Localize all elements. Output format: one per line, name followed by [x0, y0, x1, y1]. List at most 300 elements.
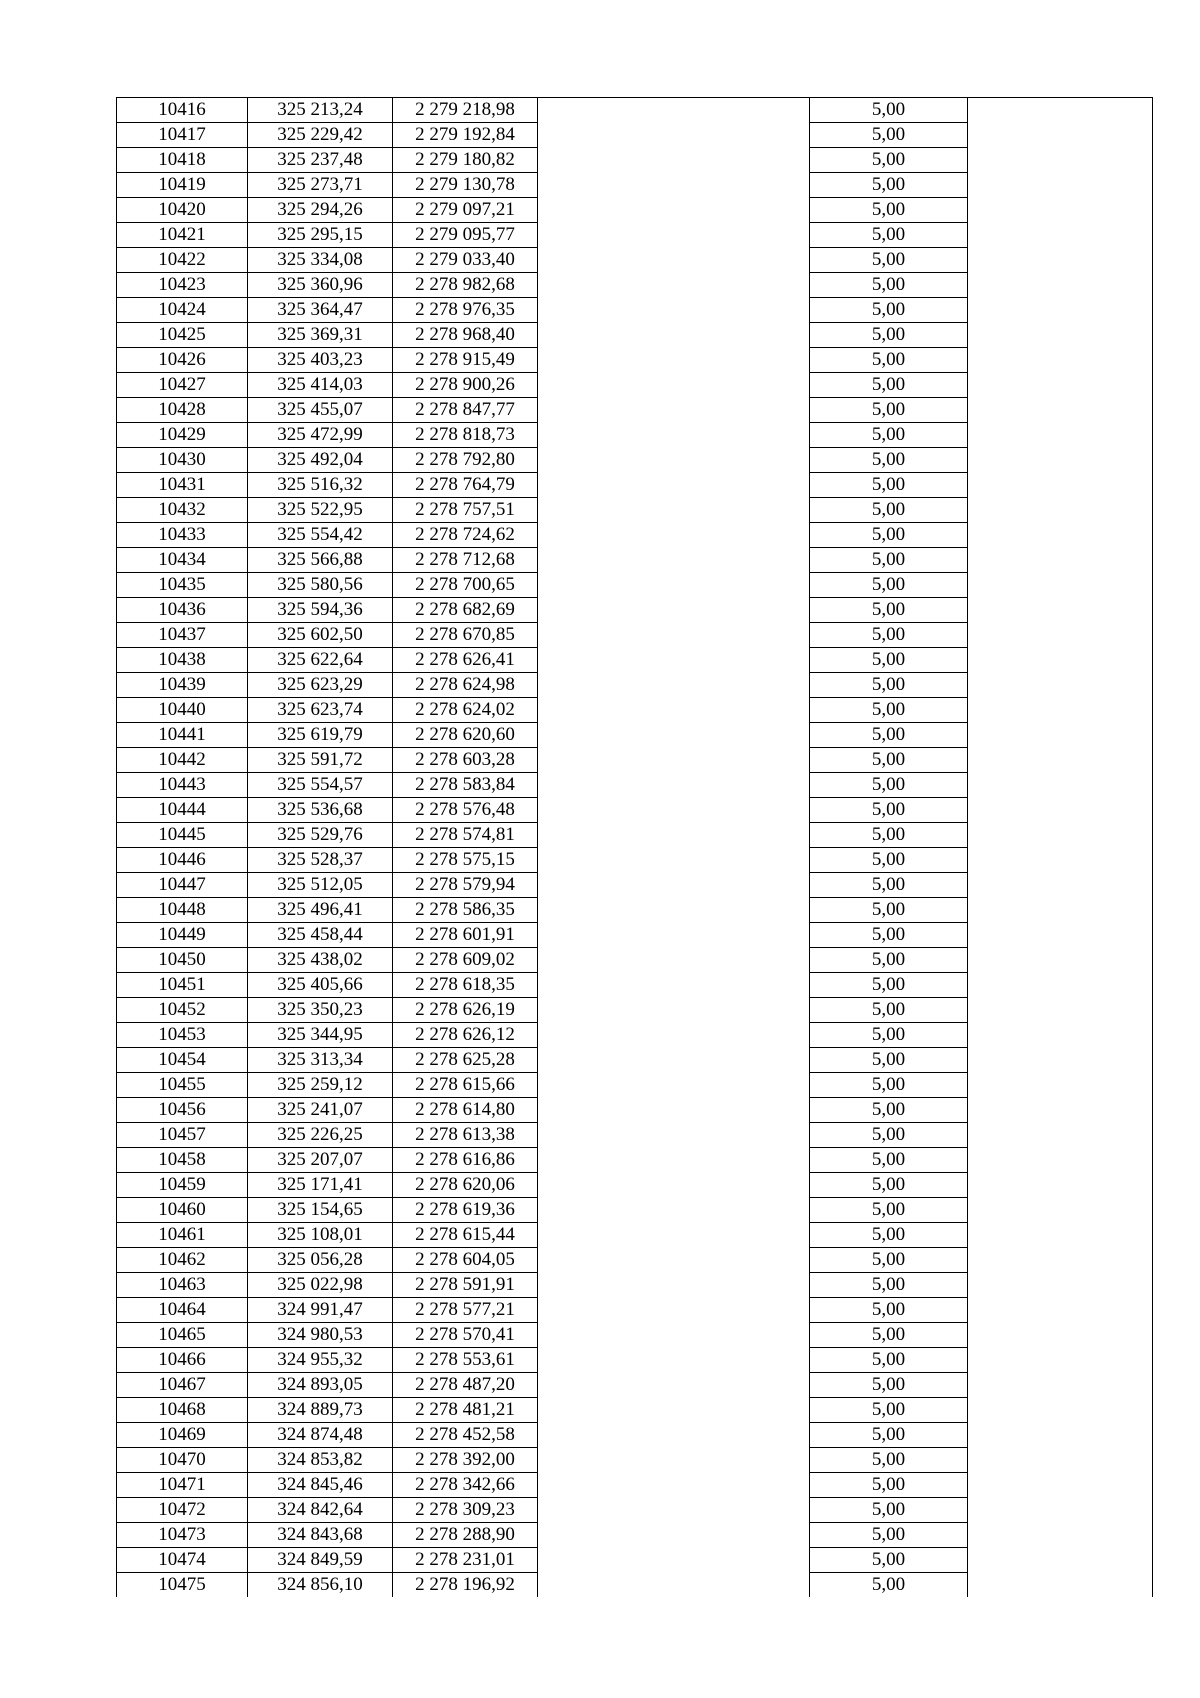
- value-cell: 5,00: [810, 623, 968, 648]
- x-coordinate-cell: 325 528,37: [248, 848, 393, 873]
- x-coordinate-cell: 324 893,05: [248, 1373, 393, 1398]
- point-number-cell: 10475: [117, 1573, 248, 1598]
- point-number-cell: 10444: [117, 798, 248, 823]
- x-coordinate-cell: 324 955,32: [248, 1348, 393, 1373]
- empty-cell: [538, 1423, 810, 1448]
- note-cell: [968, 373, 1153, 398]
- table-row: [117, 123, 1153, 148]
- y-coordinate-cell: 2 278 583,84: [393, 773, 538, 798]
- y-coordinate-cell: 2 278 196,92: [393, 1573, 538, 1598]
- value-cell: 5,00: [810, 1073, 968, 1098]
- y-coordinate-cell: 2 278 620,06: [393, 1173, 538, 1198]
- y-coordinate-cell: 2 278 968,40: [393, 323, 538, 348]
- note-cell: [968, 323, 1153, 348]
- x-coordinate-cell: 325 602,50: [248, 623, 393, 648]
- y-coordinate-cell: 2 278 682,69: [393, 598, 538, 623]
- note-cell: [968, 1348, 1153, 1373]
- value-cell: 5,00: [810, 1473, 968, 1498]
- point-number-cell: 10469: [117, 1423, 248, 1448]
- value-cell: 5,00: [810, 973, 968, 998]
- table-row: [117, 898, 1153, 923]
- x-coordinate-cell: 325 364,47: [248, 298, 393, 323]
- point-number-cell: 10427: [117, 373, 248, 398]
- empty-cell: [538, 573, 810, 598]
- empty-cell: [538, 1073, 810, 1098]
- note-cell: [968, 473, 1153, 498]
- empty-cell: [538, 473, 810, 498]
- note-cell: [968, 1023, 1153, 1048]
- note-cell: [968, 748, 1153, 773]
- point-number-cell: 10421: [117, 223, 248, 248]
- y-coordinate-cell: 2 278 624,02: [393, 698, 538, 723]
- empty-cell: [538, 323, 810, 348]
- table-row: [117, 1248, 1153, 1273]
- point-number-cell: 10432: [117, 498, 248, 523]
- x-coordinate-cell: 325 369,31: [248, 323, 393, 348]
- point-number-cell: 10426: [117, 348, 248, 373]
- x-coordinate-cell: 325 229,42: [248, 123, 393, 148]
- note-cell: [968, 248, 1153, 273]
- point-number-cell: 10456: [117, 1098, 248, 1123]
- value-cell: 5,00: [810, 923, 968, 948]
- value-cell: 5,00: [810, 898, 968, 923]
- y-coordinate-cell: 2 278 764,79: [393, 473, 538, 498]
- x-coordinate-cell: 324 889,73: [248, 1398, 393, 1423]
- value-cell: 5,00: [810, 773, 968, 798]
- y-coordinate-cell: 2 278 342,66: [393, 1473, 538, 1498]
- point-number-cell: 10460: [117, 1198, 248, 1223]
- table-row: [117, 423, 1153, 448]
- x-coordinate-cell: 325 438,02: [248, 948, 393, 973]
- empty-cell: [538, 598, 810, 623]
- x-coordinate-cell: 324 856,10: [248, 1573, 393, 1598]
- table-row: [117, 573, 1153, 598]
- empty-cell: [538, 1323, 810, 1348]
- x-coordinate-cell: 325 496,41: [248, 898, 393, 923]
- note-cell: [968, 223, 1153, 248]
- point-number-cell: 10425: [117, 323, 248, 348]
- point-number-cell: 10450: [117, 948, 248, 973]
- table-row: [117, 1423, 1153, 1448]
- y-coordinate-cell: 2 278 309,23: [393, 1498, 538, 1523]
- point-number-cell: 10453: [117, 1023, 248, 1048]
- point-number-cell: 10464: [117, 1298, 248, 1323]
- empty-cell: [538, 1248, 810, 1273]
- x-coordinate-cell: 325 108,01: [248, 1223, 393, 1248]
- empty-cell: [538, 373, 810, 398]
- point-number-cell: 10443: [117, 773, 248, 798]
- value-cell: 5,00: [810, 998, 968, 1023]
- value-cell: 5,00: [810, 848, 968, 873]
- point-number-cell: 10459: [117, 1173, 248, 1198]
- point-number-cell: 10436: [117, 598, 248, 623]
- point-number-cell: 10438: [117, 648, 248, 673]
- note-cell: [968, 1098, 1153, 1123]
- empty-cell: [538, 748, 810, 773]
- note-cell: [968, 1473, 1153, 1498]
- note-cell: [968, 848, 1153, 873]
- note-cell: [968, 698, 1153, 723]
- table-row: [117, 323, 1153, 348]
- table-row: [117, 1473, 1153, 1498]
- point-number-cell: 10419: [117, 173, 248, 198]
- point-number-cell: 10431: [117, 473, 248, 498]
- y-coordinate-cell: 2 278 452,58: [393, 1423, 538, 1448]
- value-cell: 5,00: [810, 1198, 968, 1223]
- point-number-cell: 10454: [117, 1048, 248, 1073]
- value-cell: 5,00: [810, 1048, 968, 1073]
- x-coordinate-cell: 325 405,66: [248, 973, 393, 998]
- value-cell: 5,00: [810, 1223, 968, 1248]
- table-row: [117, 223, 1153, 248]
- y-coordinate-cell: 2 279 192,84: [393, 123, 538, 148]
- value-cell: 5,00: [810, 1573, 968, 1598]
- value-cell: 5,00: [810, 498, 968, 523]
- table-row: [117, 1098, 1153, 1123]
- empty-cell: [538, 273, 810, 298]
- point-number-cell: 10467: [117, 1373, 248, 1398]
- empty-cell: [538, 673, 810, 698]
- x-coordinate-cell: 325 591,72: [248, 748, 393, 773]
- note-cell: [968, 1198, 1153, 1223]
- x-coordinate-cell: 325 295,15: [248, 223, 393, 248]
- empty-cell: [538, 1123, 810, 1148]
- x-coordinate-cell: 325 350,23: [248, 998, 393, 1023]
- x-coordinate-cell: 324 874,48: [248, 1423, 393, 1448]
- x-coordinate-cell: 325 334,08: [248, 248, 393, 273]
- note-cell: [968, 98, 1153, 123]
- y-coordinate-cell: 2 278 976,35: [393, 298, 538, 323]
- x-coordinate-cell: 325 207,07: [248, 1148, 393, 1173]
- y-coordinate-cell: 2 278 487,20: [393, 1373, 538, 1398]
- table-row: [117, 198, 1153, 223]
- y-coordinate-cell: 2 279 130,78: [393, 173, 538, 198]
- empty-cell: [538, 1148, 810, 1173]
- point-number-cell: 10447: [117, 873, 248, 898]
- note-cell: [968, 1248, 1153, 1273]
- value-cell: 5,00: [810, 1123, 968, 1148]
- note-cell: [968, 1223, 1153, 1248]
- point-number-cell: 10424: [117, 298, 248, 323]
- value-cell: 5,00: [810, 1348, 968, 1373]
- x-coordinate-cell: 325 360,96: [248, 273, 393, 298]
- value-cell: 5,00: [810, 598, 968, 623]
- point-number-cell: 10466: [117, 1348, 248, 1373]
- point-number-cell: 10471: [117, 1473, 248, 1498]
- value-cell: 5,00: [810, 823, 968, 848]
- table-row: [117, 1573, 1153, 1598]
- x-coordinate-cell: 324 845,46: [248, 1473, 393, 1498]
- empty-cell: [538, 648, 810, 673]
- note-cell: [968, 548, 1153, 573]
- table-row: [117, 1223, 1153, 1248]
- table-row: [117, 1323, 1153, 1348]
- value-cell: 5,00: [810, 448, 968, 473]
- value-cell: 5,00: [810, 1148, 968, 1173]
- value-cell: 5,00: [810, 1548, 968, 1573]
- empty-cell: [538, 923, 810, 948]
- y-coordinate-cell: 2 278 624,98: [393, 673, 538, 698]
- note-cell: [968, 973, 1153, 998]
- note-cell: [968, 823, 1153, 848]
- value-cell: 5,00: [810, 373, 968, 398]
- table-row: [117, 923, 1153, 948]
- table-row: [117, 373, 1153, 398]
- y-coordinate-cell: 2 279 097,21: [393, 198, 538, 223]
- point-number-cell: 10474: [117, 1548, 248, 1573]
- value-cell: 5,00: [810, 873, 968, 898]
- x-coordinate-cell: 325 492,04: [248, 448, 393, 473]
- point-number-cell: 10441: [117, 723, 248, 748]
- empty-cell: [538, 173, 810, 198]
- value-cell: 5,00: [810, 1273, 968, 1298]
- y-coordinate-cell: 2 278 625,28: [393, 1048, 538, 1073]
- x-coordinate-cell: 325 022,98: [248, 1273, 393, 1298]
- note-cell: [968, 273, 1153, 298]
- x-coordinate-cell: 325 455,07: [248, 398, 393, 423]
- x-coordinate-cell: 325 458,44: [248, 923, 393, 948]
- x-coordinate-cell: 325 529,76: [248, 823, 393, 848]
- y-coordinate-cell: 2 278 574,81: [393, 823, 538, 848]
- note-cell: [968, 648, 1153, 673]
- note-cell: [968, 948, 1153, 973]
- y-coordinate-cell: 2 278 601,91: [393, 923, 538, 948]
- x-coordinate-cell: 324 843,68: [248, 1523, 393, 1548]
- empty-cell: [538, 1298, 810, 1323]
- empty-cell: [538, 1523, 810, 1548]
- point-number-cell: 10468: [117, 1398, 248, 1423]
- table-row: [117, 848, 1153, 873]
- point-number-cell: 10457: [117, 1123, 248, 1148]
- x-coordinate-cell: 325 536,68: [248, 798, 393, 823]
- note-cell: [968, 773, 1153, 798]
- y-coordinate-cell: 2 279 033,40: [393, 248, 538, 273]
- point-number-cell: 10448: [117, 898, 248, 923]
- y-coordinate-cell: 2 279 218,98: [393, 98, 538, 123]
- table-row: [117, 1498, 1153, 1523]
- x-coordinate-cell: 325 580,56: [248, 573, 393, 598]
- empty-cell: [538, 248, 810, 273]
- x-coordinate-cell: 325 259,12: [248, 1073, 393, 1098]
- table-row: [117, 148, 1153, 173]
- y-coordinate-cell: 2 278 982,68: [393, 273, 538, 298]
- y-coordinate-cell: 2 278 626,12: [393, 1023, 538, 1048]
- y-coordinate-cell: 2 278 626,41: [393, 648, 538, 673]
- y-coordinate-cell: 2 278 847,77: [393, 398, 538, 423]
- empty-cell: [538, 848, 810, 873]
- note-cell: [968, 1573, 1153, 1598]
- note-cell: [968, 298, 1153, 323]
- note-cell: [968, 348, 1153, 373]
- y-coordinate-cell: 2 278 577,21: [393, 1298, 538, 1323]
- point-number-cell: 10445: [117, 823, 248, 848]
- x-coordinate-cell: 325 344,95: [248, 1023, 393, 1048]
- note-cell: [968, 173, 1153, 198]
- note-cell: [968, 1048, 1153, 1073]
- coordinate-table-body: [117, 98, 1153, 1598]
- table-row: [117, 1273, 1153, 1298]
- value-cell: 5,00: [810, 1448, 968, 1473]
- table-row: [117, 623, 1153, 648]
- value-cell: 5,00: [810, 473, 968, 498]
- table-row: [117, 448, 1153, 473]
- empty-cell: [538, 398, 810, 423]
- empty-cell: [538, 423, 810, 448]
- y-coordinate-cell: 2 278 615,44: [393, 1223, 538, 1248]
- empty-cell: [538, 1473, 810, 1498]
- value-cell: 5,00: [810, 298, 968, 323]
- y-coordinate-cell: 2 278 712,68: [393, 548, 538, 573]
- x-coordinate-cell: 325 226,25: [248, 1123, 393, 1148]
- point-number-cell: 10418: [117, 148, 248, 173]
- empty-cell: [538, 523, 810, 548]
- y-coordinate-cell: 2 278 575,15: [393, 848, 538, 873]
- x-coordinate-cell: 324 980,53: [248, 1323, 393, 1348]
- y-coordinate-cell: 2 278 792,80: [393, 448, 538, 473]
- x-coordinate-cell: 325 241,07: [248, 1098, 393, 1123]
- table-row: [117, 748, 1153, 773]
- x-coordinate-cell: 324 849,59: [248, 1548, 393, 1573]
- table-row: [117, 523, 1153, 548]
- table-row: [117, 1073, 1153, 1098]
- note-cell: [968, 1423, 1153, 1448]
- note-cell: [968, 573, 1153, 598]
- table-row: [117, 723, 1153, 748]
- empty-cell: [538, 1498, 810, 1523]
- y-coordinate-cell: 2 278 604,05: [393, 1248, 538, 1273]
- point-number-cell: 10437: [117, 623, 248, 648]
- point-number-cell: 10435: [117, 573, 248, 598]
- value-cell: 5,00: [810, 798, 968, 823]
- table-row: [117, 1123, 1153, 1148]
- empty-cell: [538, 98, 810, 123]
- table-row: [117, 998, 1153, 1023]
- y-coordinate-cell: 2 278 615,66: [393, 1073, 538, 1098]
- value-cell: 5,00: [810, 573, 968, 598]
- point-number-cell: 10429: [117, 423, 248, 448]
- point-number-cell: 10473: [117, 1523, 248, 1548]
- value-cell: 5,00: [810, 348, 968, 373]
- empty-cell: [538, 898, 810, 923]
- note-cell: [968, 598, 1153, 623]
- note-cell: [968, 673, 1153, 698]
- table-row: [117, 773, 1153, 798]
- value-cell: 5,00: [810, 1098, 968, 1123]
- x-coordinate-cell: 325 056,28: [248, 1248, 393, 1273]
- x-coordinate-cell: 325 171,41: [248, 1173, 393, 1198]
- empty-cell: [538, 1098, 810, 1123]
- value-cell: 5,00: [810, 123, 968, 148]
- value-cell: 5,00: [810, 948, 968, 973]
- value-cell: 5,00: [810, 1248, 968, 1273]
- table-row: [117, 98, 1153, 123]
- value-cell: 5,00: [810, 1423, 968, 1448]
- value-cell: 5,00: [810, 223, 968, 248]
- empty-cell: [538, 1023, 810, 1048]
- x-coordinate-cell: 325 403,23: [248, 348, 393, 373]
- y-coordinate-cell: 2 278 231,01: [393, 1548, 538, 1573]
- empty-cell: [538, 948, 810, 973]
- point-number-cell: 10416: [117, 98, 248, 123]
- value-cell: 5,00: [810, 1023, 968, 1048]
- x-coordinate-cell: 325 273,71: [248, 173, 393, 198]
- value-cell: 5,00: [810, 323, 968, 348]
- table-row: [117, 1523, 1153, 1548]
- note-cell: [968, 923, 1153, 948]
- table-row: [117, 298, 1153, 323]
- table-row: [117, 1173, 1153, 1198]
- table-row: [117, 873, 1153, 898]
- point-number-cell: 10430: [117, 448, 248, 473]
- value-cell: 5,00: [810, 148, 968, 173]
- value-cell: 5,00: [810, 548, 968, 573]
- point-number-cell: 10472: [117, 1498, 248, 1523]
- note-cell: [968, 1548, 1153, 1573]
- y-coordinate-cell: 2 278 576,48: [393, 798, 538, 823]
- empty-cell: [538, 823, 810, 848]
- point-number-cell: 10446: [117, 848, 248, 873]
- value-cell: 5,00: [810, 1498, 968, 1523]
- note-cell: [968, 198, 1153, 223]
- x-coordinate-cell: 325 619,79: [248, 723, 393, 748]
- point-number-cell: 10465: [117, 1323, 248, 1348]
- value-cell: 5,00: [810, 1523, 968, 1548]
- y-coordinate-cell: 2 278 570,41: [393, 1323, 538, 1348]
- note-cell: [968, 623, 1153, 648]
- table-row: [117, 673, 1153, 698]
- y-coordinate-cell: 2 278 586,35: [393, 898, 538, 923]
- table-row: [117, 1048, 1153, 1073]
- point-number-cell: 10449: [117, 923, 248, 948]
- point-number-cell: 10422: [117, 248, 248, 273]
- point-number-cell: 10463: [117, 1273, 248, 1298]
- x-coordinate-cell: 325 623,74: [248, 698, 393, 723]
- x-coordinate-cell: 325 594,36: [248, 598, 393, 623]
- value-cell: 5,00: [810, 1398, 968, 1423]
- table-row: [117, 498, 1153, 523]
- empty-cell: [538, 348, 810, 373]
- table-row: [117, 1023, 1153, 1048]
- point-number-cell: 10434: [117, 548, 248, 573]
- empty-cell: [538, 1573, 810, 1598]
- empty-cell: [538, 998, 810, 1023]
- x-coordinate-cell: 325 472,99: [248, 423, 393, 448]
- table-row: [117, 698, 1153, 723]
- table-row: [117, 598, 1153, 623]
- table-row: [117, 823, 1153, 848]
- note-cell: [968, 1123, 1153, 1148]
- x-coordinate-cell: 325 237,48: [248, 148, 393, 173]
- value-cell: 5,00: [810, 648, 968, 673]
- empty-cell: [538, 1173, 810, 1198]
- value-cell: 5,00: [810, 723, 968, 748]
- x-coordinate-cell: 324 842,64: [248, 1498, 393, 1523]
- empty-cell: [538, 148, 810, 173]
- table-row: [117, 398, 1153, 423]
- x-coordinate-cell: 325 554,42: [248, 523, 393, 548]
- y-coordinate-cell: 2 278 915,49: [393, 348, 538, 373]
- value-cell: 5,00: [810, 173, 968, 198]
- y-coordinate-cell: 2 278 613,38: [393, 1123, 538, 1148]
- value-cell: 5,00: [810, 398, 968, 423]
- y-coordinate-cell: 2 278 757,51: [393, 498, 538, 523]
- note-cell: [968, 148, 1153, 173]
- table-row: [117, 1198, 1153, 1223]
- y-coordinate-cell: 2 279 095,77: [393, 223, 538, 248]
- empty-cell: [538, 723, 810, 748]
- value-cell: 5,00: [810, 748, 968, 773]
- value-cell: 5,00: [810, 248, 968, 273]
